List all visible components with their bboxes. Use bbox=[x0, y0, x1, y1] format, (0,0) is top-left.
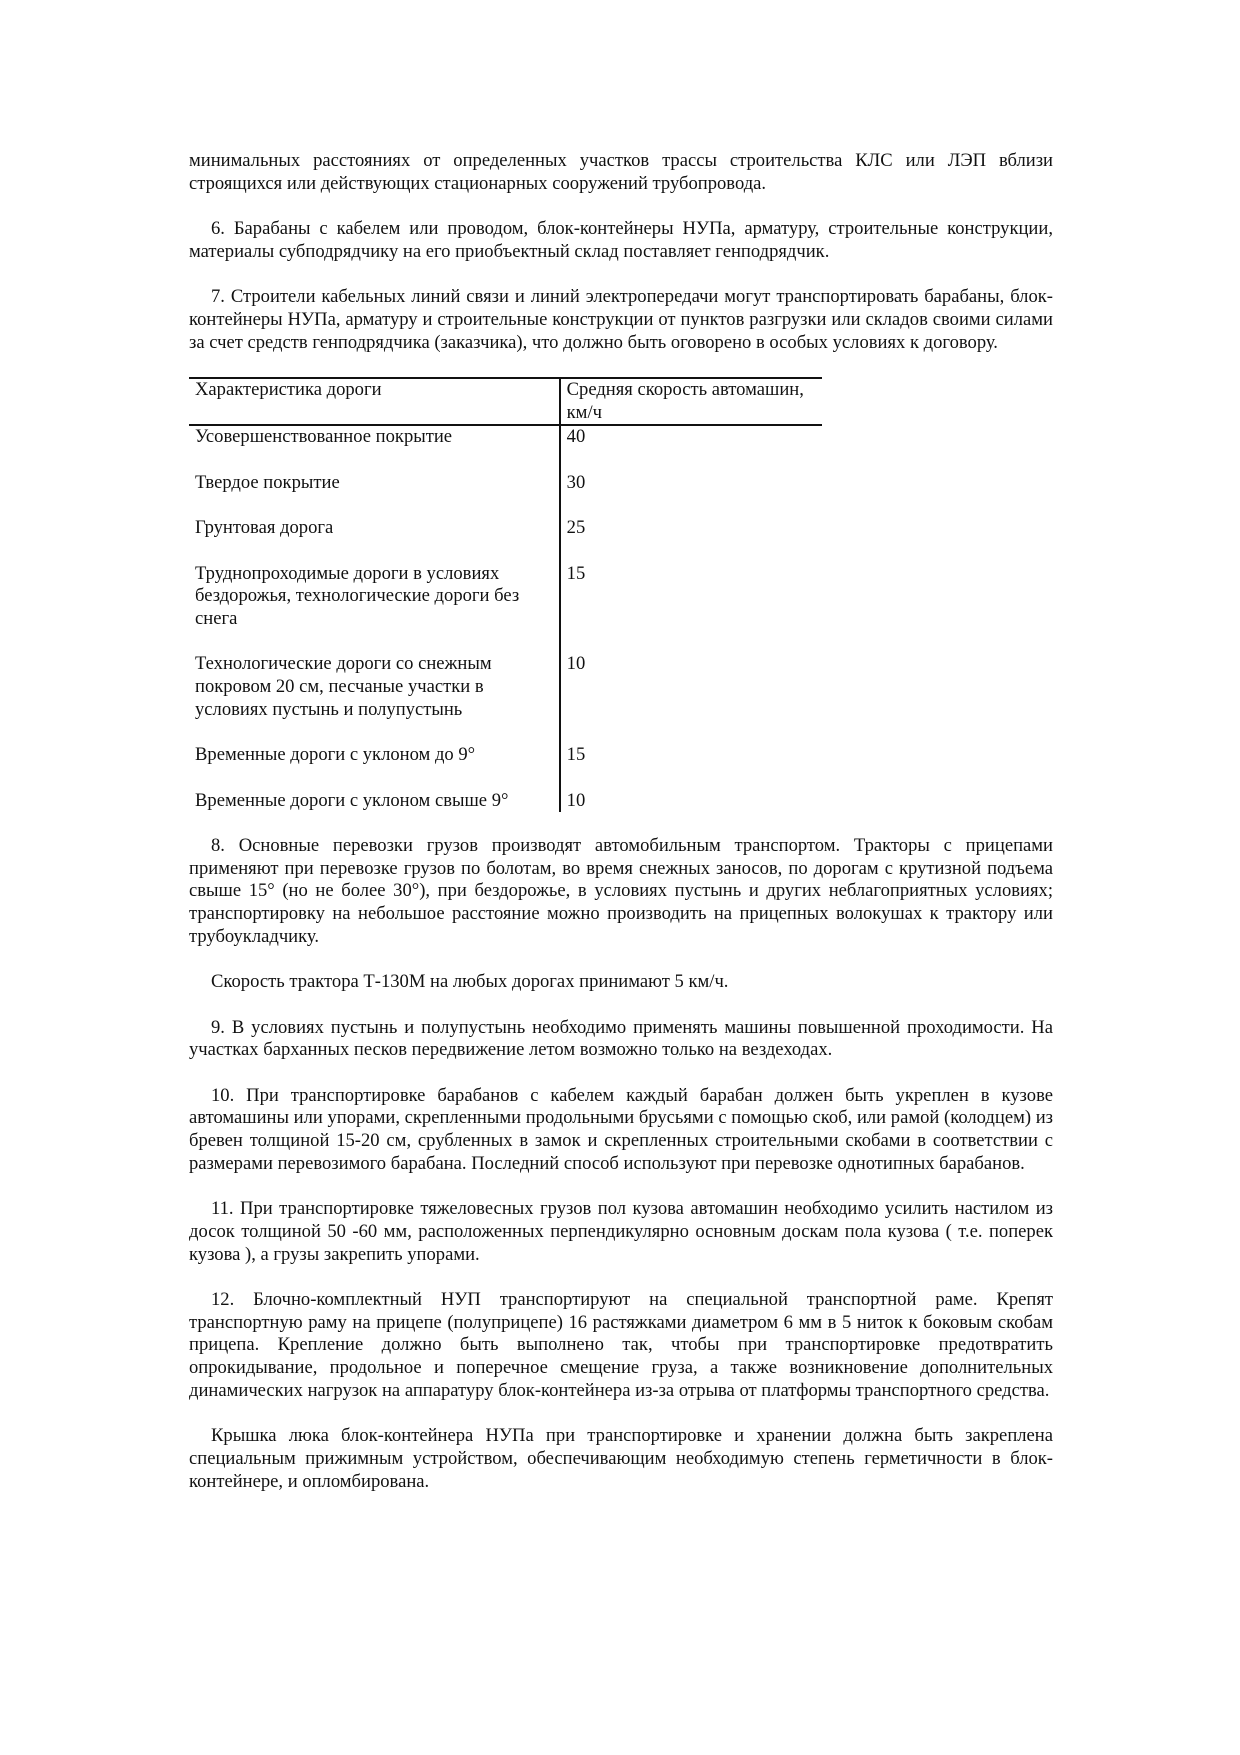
paragraph-item-10: 10. При транспортировке барабанов с кабелем каждый барабан должен быть укреплен в кузове автомашины или упорами, скрепленными продольными брусьями с помощью скоб, или рамой (колодцем) из бревен толщиной 15-20 см, срубленных в замок и скрепленных строительными скобами в соответствии с размерами перевозимого барабана. Последний способ используют при перевозке однотипных барабанов. bbox=[189, 1084, 1053, 1174]
paragraph-item-12: 12. Блочно-комплектный НУП транспортируют на специальной транспортной раме. Крепят транспортную раму на прицепе (полуприцепе) 16 растяжками диаметром 6 мм в 5 ниток к боковым скобам прицепа. Крепление должно быть выполнено так, чтобы при транспортировке предотвратить опрокидывание, продольное и поперечное смещение груза, а также возникновение дополнительных динамических нагрузок на аппаратуру блок-контейнера из-за отрыва от платформы транспортного средства. bbox=[189, 1288, 1053, 1401]
table-row bbox=[189, 472, 822, 517]
paragraph-continuation: минимальных расстояниях от определенных участков трассы строительства КЛС или ЛЭП вблизи строящихся или действующих стационарных сооружений трубопровода. bbox=[189, 150, 1053, 194]
road-type-cell: Технологические дороги со снежным покровом 20 см, песчаные участки в условиях пустынь и полупустынь bbox=[195, 653, 492, 720]
road-speed-table bbox=[189, 377, 822, 812]
speed-cell: 25 bbox=[560, 517, 822, 562]
speed-cell: 30 bbox=[560, 472, 822, 517]
speed-cell: 40 bbox=[560, 425, 822, 471]
table-row bbox=[189, 563, 822, 654]
table-row bbox=[189, 744, 822, 789]
speed-cell: 10 bbox=[560, 653, 822, 744]
road-type-cell: Грунтовая дорога bbox=[195, 517, 334, 539]
paragraph-tractor-speed: Скорость трактора Т-130М на любых дорогах принимают 5 км/ч. bbox=[211, 971, 729, 993]
table-header-row bbox=[189, 378, 822, 425]
paragraph-item-9: 9. В условиях пустынь и полупустынь необходимо применять машины повышенной проходимости. На участках барханных песков передвижение летом возможно только на вездеходах. bbox=[189, 1016, 1053, 1061]
header-road-type: Характеристика дороги bbox=[189, 378, 560, 425]
paragraph-item-6: 6. Барабаны с кабелем или проводом, блок-контейнеры НУПа, арматуру, строительные конструкции, материалы субподрядчику на его приобъектный склад поставляет генподрядчик. bbox=[189, 218, 1053, 262]
header-average-speed: Средняя скорость автомашин, км/ч bbox=[560, 378, 822, 425]
table-row bbox=[189, 653, 822, 744]
speed-cell: 15 bbox=[560, 563, 822, 654]
road-type-cell: Усовершенствованное покрытие bbox=[195, 426, 453, 448]
paragraph-item-11: 11. При транспортировке тяжеловесных грузов пол кузова автомашин необходимо усилить настилом из досок толщиной 50 -60 мм, расположенных перпендикулярно основным доскам пола кузова ( т.е. поперек кузова ), а грузы закрепить упорами. bbox=[189, 1198, 1053, 1265]
road-type-cell: Временные дороги с уклоном свыше 9° bbox=[195, 789, 509, 811]
speed-cell: 10 bbox=[560, 790, 822, 813]
road-type-cell: Твердое покрытие bbox=[195, 471, 340, 493]
paragraph-item-7: 7. Строители кабельных линий связи и линий электропередачи могут транспортировать барабаны, блок-контейнеры НУПа, арматуру и строительные конструкции от пунктов разгрузки или складов своими силами за счет средств генподрядчика (заказчика), что должно быть оговорено в особых условиях к договору. bbox=[189, 286, 1053, 353]
road-type-cell: Временные дороги с уклоном до 9° bbox=[195, 744, 476, 766]
paragraph-item-8: 8. Основные перевозки грузов производят автомобильным транспортом. Тракторы с прицепами применяют при перевозке грузов по болотам, во время снежных заносов, по дорогам с крутизной подъема свыше 15° (но не более 30°), при бездорожье, в условиях пустынь и других неблагоприятных условиях; транспортировку на небольшое расстояние можно производить на прицепных волокушах к трактору или трубоукладчику. bbox=[189, 834, 1053, 947]
road-type-cell: Труднопроходимые дороги в условиях бездорожья, технологические дороги без снега bbox=[195, 562, 520, 629]
document-page bbox=[189, 150, 1053, 1516]
table-row bbox=[189, 790, 822, 813]
table-row bbox=[189, 425, 822, 471]
speed-cell: 15 bbox=[560, 744, 822, 789]
table-row bbox=[189, 517, 822, 562]
paragraph-hatch-cover: Крышка люка блок-контейнера НУПа при транспортировке и хранении должна быть закреплена специальным прижимным устройством, обеспечивающим необходимую степень герметичности в блок-контейнере, и опломбирована. bbox=[189, 1425, 1053, 1492]
